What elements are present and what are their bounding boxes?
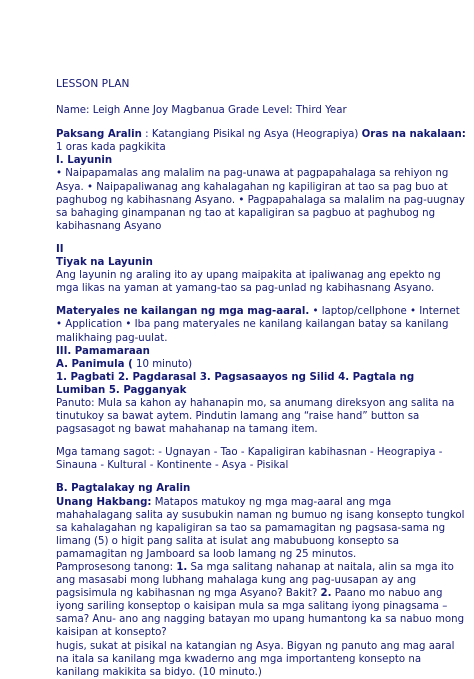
answers-text: Mga tamang sagot: - Ugnayan - Tao - Kapaligiran kabihasnan - Heograpiya - Sinauna - Kultural - Kontinente - Asya - Pisikal [56, 447, 443, 472]
discussion-heading: B. Pagtalakay ng Aralin [56, 483, 191, 495]
materials-label: Materyales ne kailangan ng mga mag-aaral. [56, 306, 310, 318]
topic-label: Paksang Aralin [56, 129, 142, 141]
guide-number-2: 2. [320, 588, 332, 600]
meta-line: Name: Leigh Anne Joy Magbanua Grade Level: Third Year [56, 105, 347, 117]
topic-value: : Katangiang Pisikal ng Asya (Heograpiya) [141, 129, 362, 141]
guide-text-1: Pamprosesong tanong: [56, 562, 177, 573]
objectives-heading: I. Layunin [56, 155, 113, 167]
closing-text: hugis, sukat at pisikal na katangian ng Asya. Bigyan ng panuto ang mag aaral na itala sa kanilang mga kwaderno ang mga importanteng konsepto na kanilang makikita sa bidyo. (10 minuto.) [56, 640, 455, 678]
guide-number-1: 1. [176, 562, 188, 573]
topic-line [56, 128, 466, 154]
specific-text: Ang layunin ng araling ito ay upang maipakita at ipaliwanag ang epekto ng mga likas na yaman at yamang-tao sa pag-unlad ng kabihasnang Asyano. [56, 270, 441, 295]
panimula-value: 10 minuto) [132, 358, 193, 370]
objectives-text: • Naipapamalas ang malalim na pag-unawa at pagpapahalaga sa rehiyon ng Asya. • Naipapaliwanag ang kahalagahan ng kapiligiran at tao sa pag buo at paghubog ng kabihasnang Asyano. • Pagpapahalaga sa malalim na pag-uugnay sa bahaging ginampanan ng tao at kapaligiran sa pagbuo at paghubog ng kabihasnang Asyano [56, 168, 465, 232]
materials-text: • laptop/cellphone • Internet • Application • Iba pang materyales ne kanilang kailangan batay sa kanilang malikhaing pag-uulat. [56, 306, 460, 344]
first-step-paragraph [56, 496, 466, 561]
steps-list: 1. Pagbati 2. Pagdarasal 3. Pagsasaayos ng Silid 4. Pagtala ng Lumiban 5. Pagganyak [56, 371, 415, 396]
guide-text-2: Sa mga salitang nahanap at naitala, alin sa mga ito ang masasabi mong lubhang mahalaga kung ang pag-uusapan ay ang pagsisimula ng kabihasnan ng mga Asyano? Bakit? [56, 562, 454, 600]
document-title: LESSON PLAN [56, 78, 130, 90]
specific-heading: Tiyak na Layunin [56, 257, 153, 269]
guide-text-3: Paano mo nabuo ang iyong sariling konseptop o kaisipan mula sa mga salitang iyong pinagsama – sama? Anu- ano ang nagging batayan mo upang humantong ka sa nabuo mong kaisipan at konsepto? [56, 588, 465, 639]
lesson-plan-page [56, 78, 466, 679]
materials-line [56, 305, 466, 344]
guide-questions [56, 561, 466, 640]
section-numeral: II [56, 243, 64, 255]
time-label: Oras na nakalaan: [361, 129, 466, 141]
procedure-heading: III. Pamamaraan [56, 345, 150, 357]
panimula-label: A. Panimula ( [56, 358, 133, 370]
first-step-text: Matapos matukoy ng mga mag-aaral ang mga mahahalagang salita ay susubukin naman ng bumuo ng isang konsepto tungkol sa kahalagahan ng kapaligiran sa tao sa pamamagitan ng pagsasa-sama ng limang (5) o higit pang salita at isulat ang mabubuong konsepto sa pamamagitan ng Jamboard sa loob lamang ng 25 minutos. [56, 496, 465, 560]
first-step-label: Unang Hakbang: [56, 496, 152, 508]
instructions-text: Panuto: Mula sa kahon ay hahanapin mo, sa anumang direksyon ang salita na tinutukoy sa bawat aytem. Pindutin lamang ang “raise hand” button sa pagsasagot ng bawat mahahanap na tamang item. [56, 397, 455, 436]
panimula-line [56, 358, 466, 371]
time-value: 1 oras kada pagkikita [56, 142, 166, 154]
